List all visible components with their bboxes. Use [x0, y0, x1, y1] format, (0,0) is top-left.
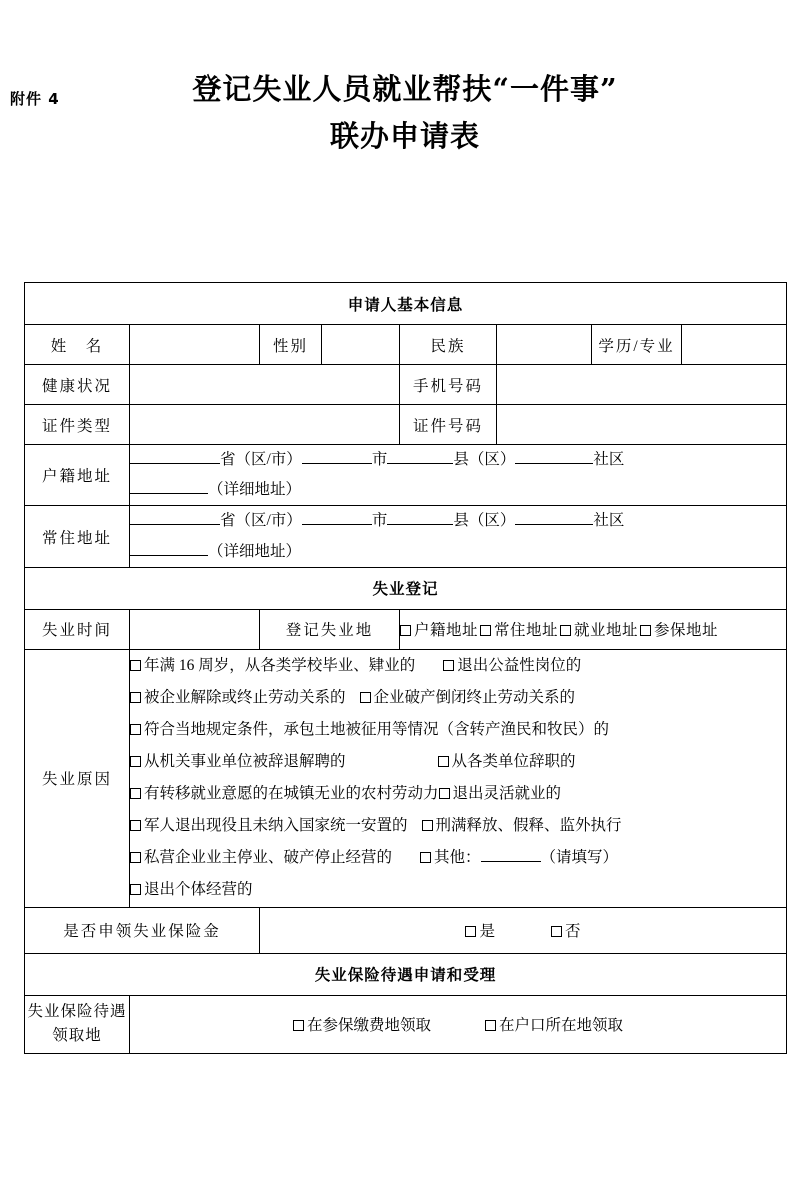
label-name: 姓 名 — [25, 325, 130, 365]
text-detail: （详细地址） — [208, 481, 302, 499]
checkbox-option-household-place[interactable] — [485, 1017, 623, 1034]
table-row — [25, 405, 787, 445]
label-health: 健康状况 — [25, 365, 130, 405]
reason-label: 军人退出现役且未纳入国家统一安置的 — [144, 817, 408, 835]
checkbox-icon[interactable] — [130, 820, 141, 831]
field-health[interactable] — [130, 365, 400, 405]
checkbox-option-insured[interactable] — [640, 622, 718, 639]
text-county: 县（区） — [453, 451, 516, 468]
checkbox-icon[interactable] — [480, 625, 491, 636]
text-province: 省（区/市） — [220, 512, 302, 530]
text-city: 市 — [371, 451, 388, 468]
option-label: 在参保缴费地领取 — [306, 1017, 431, 1034]
text-community: 社区 — [593, 451, 625, 468]
input-current-city[interactable] — [302, 510, 372, 526]
text-community: 社区 — [593, 512, 625, 530]
field-name[interactable] — [130, 325, 260, 365]
section-header-unemployment-reg: 失业登记 — [25, 567, 787, 609]
title-line-2: 联办申请表 — [329, 118, 480, 153]
reason-label: 退出公益性岗位的 — [457, 656, 582, 674]
label-benefit-place-line1: 失业保险待遇 — [27, 1002, 127, 1020]
reason-label: 被企业解除或终止劳动关系的 — [144, 688, 346, 706]
table-row — [25, 325, 787, 365]
reason-label: 刑满释放、假释、监外执行 — [435, 817, 622, 835]
table-row — [25, 283, 787, 325]
label-unemployment-date: 失业时间 — [25, 609, 130, 649]
checkbox-icon[interactable] — [130, 852, 141, 863]
input-household-detail[interactable] — [130, 479, 208, 495]
section-header-insurance-apply: 失业保险待遇申请和受理 — [25, 953, 787, 995]
table-row — [25, 995, 787, 1053]
option-label: 否 — [565, 923, 581, 940]
field-reg-place[interactable] — [400, 609, 787, 649]
checkbox-icon[interactable] — [439, 788, 450, 799]
checkbox-option-no[interactable] — [551, 923, 581, 940]
table-row — [25, 365, 787, 405]
label-phone: 手机号码 — [400, 365, 497, 405]
checkbox-icon[interactable] — [360, 692, 371, 703]
checkbox-icon[interactable] — [130, 756, 141, 767]
application-form-table — [24, 282, 787, 1054]
checkbox-icon[interactable] — [443, 660, 454, 671]
label-ethnicity: 民族 — [400, 325, 497, 365]
checkbox-icon[interactable] — [130, 692, 141, 703]
input-current-county[interactable] — [387, 510, 453, 526]
label-household-address: 户籍地址 — [25, 445, 130, 506]
reason-label: 私营企业业主停业、破产停止经营的 — [144, 849, 393, 867]
checkbox-option-insured-place[interactable] — [293, 1017, 431, 1034]
table-row — [25, 609, 787, 649]
reason-row-4 — [130, 746, 786, 778]
field-education[interactable] — [682, 325, 787, 365]
checkbox-icon[interactable] — [130, 788, 141, 799]
option-label: 是 — [479, 923, 495, 940]
input-household-province[interactable] — [130, 449, 220, 465]
checkbox-icon[interactable] — [130, 724, 141, 735]
reason-row-8 — [130, 874, 786, 906]
reason-label: 其他： — [434, 849, 481, 867]
checkbox-icon[interactable] — [438, 756, 449, 767]
field-claim-insurance[interactable] — [260, 907, 787, 953]
attachment-label: 附件 4 — [10, 90, 60, 108]
text-province: 省（区/市） — [220, 451, 302, 468]
reason-row-1 — [130, 650, 786, 682]
reason-row-7 — [130, 842, 786, 874]
label-gender: 性别 — [260, 325, 322, 365]
reason-row-2 — [130, 682, 786, 714]
label-benefit-place — [25, 995, 130, 1053]
checkbox-icon[interactable] — [420, 852, 431, 863]
option-label: 就业地址 — [574, 622, 639, 640]
input-reason-other[interactable] — [481, 847, 541, 863]
option-label: 在户口所在地领取 — [499, 1017, 624, 1034]
option-label: 户籍地址 — [414, 622, 479, 640]
field-gender[interactable] — [322, 325, 400, 365]
label-current-address: 常住地址 — [25, 506, 130, 567]
checkbox-icon[interactable] — [560, 625, 571, 636]
checkbox-option-current[interactable] — [480, 622, 558, 639]
table-row — [25, 567, 787, 609]
field-unemployment-date[interactable] — [130, 609, 260, 649]
field-benefit-place[interactable] — [130, 995, 787, 1053]
reason-hint: （请填写） — [540, 849, 619, 867]
checkbox-option-yes[interactable] — [465, 923, 495, 940]
input-current-detail[interactable] — [130, 540, 208, 556]
reason-label: 退出个体经营的 — [144, 881, 253, 899]
option-label: 参保地址 — [654, 622, 719, 640]
text-city: 市 — [371, 512, 388, 530]
field-id-type[interactable] — [130, 405, 400, 445]
checkbox-icon[interactable] — [130, 660, 141, 671]
table-row — [25, 445, 787, 506]
checkbox-icon[interactable] — [485, 1020, 496, 1031]
label-claim-insurance: 是否申领失业保险金 — [25, 907, 260, 953]
checkbox-icon[interactable] — [400, 625, 411, 636]
label-education: 学历/专业 — [592, 325, 682, 365]
table-row — [25, 506, 787, 567]
checkbox-option-employment[interactable] — [560, 622, 638, 639]
table-row — [25, 953, 787, 995]
reason-label: 退出灵活就业的 — [452, 785, 562, 803]
title-line-1: 登记失业人员就业帮扶“一件事” — [192, 72, 618, 106]
reason-row-6 — [130, 810, 786, 842]
input-household-county[interactable] — [387, 449, 453, 465]
field-phone[interactable] — [497, 365, 787, 405]
label-id-number: 证件号码 — [400, 405, 497, 445]
checkbox-icon[interactable] — [551, 926, 562, 937]
checkbox-icon[interactable] — [130, 884, 141, 895]
input-current-province[interactable] — [130, 510, 220, 526]
reason-row-3 — [130, 714, 786, 746]
reason-label: 有转移就业意愿的在城镇无业的农村劳动力 — [144, 785, 439, 803]
text-county: 县（区） — [453, 512, 516, 530]
field-id-number[interactable] — [497, 405, 787, 445]
label-benefit-place-line2: 领取地 — [52, 1027, 102, 1044]
label-id-type: 证件类型 — [25, 405, 130, 445]
reason-label: 年满 16 周岁，从各类学校毕业、肄业的 — [144, 656, 416, 674]
reason-label: 企业破产倒闭终止劳动关系的 — [373, 688, 576, 706]
label-unemployment-reason: 失业原因 — [25, 649, 130, 907]
field-unemployment-reason[interactable] — [130, 649, 787, 907]
text-detail: （详细地址） — [208, 542, 302, 560]
field-household-address[interactable] — [130, 445, 787, 506]
table-row — [25, 649, 787, 907]
checkbox-option-household[interactable] — [400, 622, 478, 639]
input-household-community[interactable] — [515, 449, 593, 465]
reason-row-5 — [130, 778, 786, 810]
reason-label: 符合当地规定条件，承包土地被征用等情况（含转产渔民和牧民）的 — [144, 721, 610, 739]
checkbox-icon[interactable] — [640, 625, 651, 636]
checkbox-icon[interactable] — [293, 1020, 304, 1031]
checkbox-icon[interactable] — [465, 926, 476, 937]
option-label: 常住地址 — [494, 622, 559, 640]
table-row — [25, 907, 787, 953]
input-current-community[interactable] — [515, 510, 593, 526]
label-reg-place: 登记失业地 — [260, 609, 400, 649]
reason-label: 从各类单位辞职的 — [451, 753, 576, 771]
reason-label: 从机关事业单位被辞退解聘的 — [144, 753, 346, 771]
checkbox-icon[interactable] — [422, 820, 433, 831]
field-current-address[interactable] — [130, 506, 787, 567]
section-header-basic-info: 申请人基本信息 — [25, 283, 787, 325]
page-title — [0, 66, 810, 160]
input-household-city[interactable] — [302, 449, 372, 465]
field-ethnicity[interactable] — [497, 325, 592, 365]
